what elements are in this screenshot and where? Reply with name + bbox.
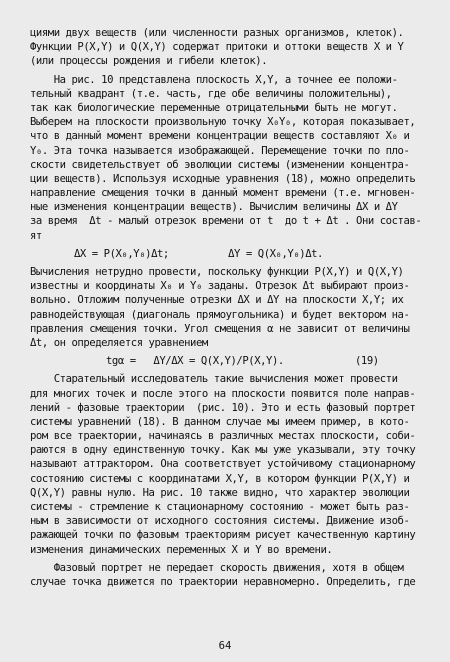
text-line: Старательный исследователь такие вычисления может провести <box>30 373 398 386</box>
text-line: Δt, он определяется уравнением <box>30 336 208 349</box>
text-line: Выберем на плоскости произвольную точку X₀Y₀, которая показывает, <box>30 116 416 129</box>
text-line: вольно. Отложим полученные отрезки ΔX и ΔY на плоскости X,Y; их <box>30 294 404 307</box>
text-line: Функции P(X,Y) и Q(X,Y) содержат притоки и оттоки веществ X и Y <box>30 41 404 54</box>
text-line: циями двух веществ (или численности разных организмов, клеток). <box>30 27 404 39</box>
text-line: известны и координаты X₀ и Y₀ заданы. Отрезок Δt выбирают произ- <box>30 280 410 293</box>
text-line: (или процессы рождения и гибели клеток). <box>30 55 268 68</box>
equation-19: tgα = ΔY/ΔX = Q(X,Y)/P(X,Y). (19) <box>106 355 379 368</box>
text-line: На рис. 10 представлена плоскость X,Y, а точнее ее положи- <box>30 73 398 86</box>
text-line: ные изменения концентрации веществ). Вычислим величины ΔX и ΔY <box>30 201 398 214</box>
text-line: правления смещения точки. Угол смещения α не зависит от величины <box>30 322 410 335</box>
text-line: направление смещения точки в данный момент времени (т.е. мгновен- <box>30 187 416 200</box>
text-line: что в данный момент времени концентрации веществ составляют X₀ и <box>30 130 410 143</box>
text-line: системы - стремление к стационарному состоянию - может быть раз- <box>30 501 410 513</box>
text-line: ражающей точки по фазовым траекториям рисует качественную картину <box>30 529 416 542</box>
text-line: так как биологические переменные отрицательными быть не могут. <box>30 101 398 114</box>
text-line: лений - фазовые траектории (рис. 10). Это и есть фазовый портрет <box>30 401 416 414</box>
text-line: скости свидетельствует об эволюции системы (изменении концентра- <box>30 158 410 171</box>
text-line: раются в одну единственную точку. Как мы уже указывали, эту точку <box>30 444 416 457</box>
text-line: тельный квадрант (т.е. часть, где обе величины положительны), <box>30 87 392 100</box>
text-line: изменения динамических переменных X и Y во времени. <box>30 543 333 556</box>
text-line: Вычисления нетрудно провести, поскольку функции P(X,Y) и Q(X,Y) <box>30 266 404 278</box>
text-line: называют аттрактором. Она соответствует устойчивому стационарному <box>30 458 416 471</box>
text-line: Фазовый портрет не передает скорость движения, хотя в общем <box>30 561 404 574</box>
text-line: ции веществ). Используя исходные уравнения (18), можно определить <box>30 172 416 185</box>
text-line: Y₀. Эта точка называется изображающей. Перемещение точки по пло- <box>30 144 410 157</box>
text-line: для многих точек и после этого на плоскости появится поле направ- <box>30 387 416 400</box>
text-line: ным в зависимости от исходного состояния системы. Движение изоб- <box>30 515 410 528</box>
text-line: ром все траектории, начинаясь в различных местах плоскости, соби- <box>30 430 416 443</box>
text-line: состоянию системы с координатами X,Y, в котором функции P(X,Y) и <box>30 472 410 485</box>
text-line: Q(X,Y) равны нулю. На рис. 10 также видно, что характер эволюции <box>30 486 410 499</box>
text-line: системы уравнений (18). В данном случае мы имеем пример, в кото- <box>30 415 410 428</box>
page-number: 64 <box>218 640 232 652</box>
text-line: равнодействующая (диагональ прямоугольника) и будет вектором на- <box>30 308 410 321</box>
equation-delta: ΔX = P(X₀,Y₀)Δt; ΔY = Q(X₀,Y₀)Δt. <box>74 247 323 260</box>
text-line: за время Δt - малый отрезок времени от t до t + Δt . Они состав- <box>30 215 422 228</box>
text-line: ят <box>30 229 42 242</box>
text-line: случае точка движется по траектории неравномерно. Определить, где <box>30 575 416 588</box>
